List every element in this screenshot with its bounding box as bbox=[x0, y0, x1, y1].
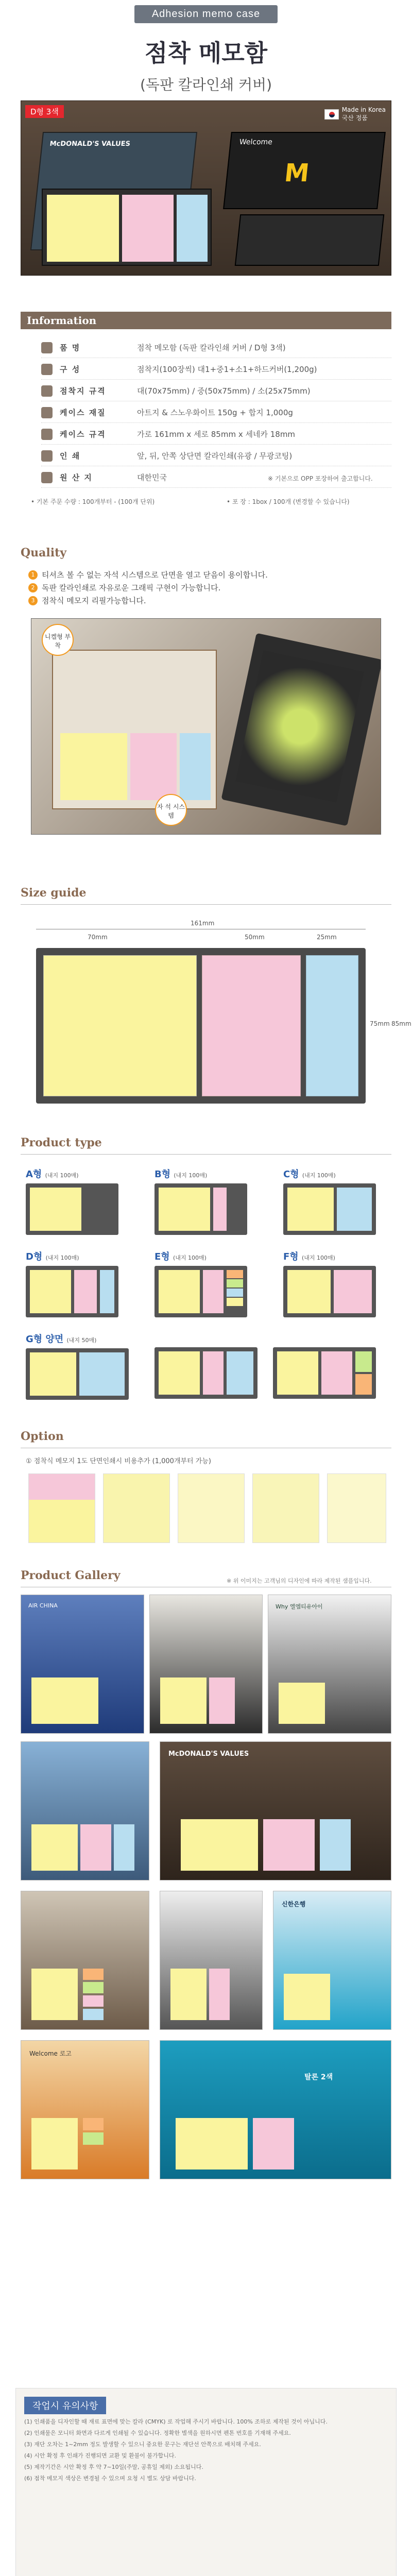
sheet bbox=[203, 1270, 224, 1313]
sheet bbox=[30, 1352, 76, 1396]
gallery-item[interactable] bbox=[21, 1891, 149, 2030]
print-icon bbox=[41, 450, 53, 462]
notice-line: (4) 시안 확정 후 인쇄가 진행되면 교환 및 환불이 불가합니다. bbox=[24, 2452, 176, 2459]
type-c-preview bbox=[283, 1183, 376, 1235]
made-in-korea: Made in Korea 국산 정품 bbox=[324, 106, 386, 122]
nickel-callout: 니켈형 부 착 bbox=[42, 624, 74, 656]
sheet bbox=[337, 1188, 372, 1231]
sheet bbox=[31, 1824, 78, 1871]
outer-height-label: 85mm bbox=[391, 1020, 411, 1027]
tab bbox=[227, 1270, 243, 1278]
sheet bbox=[203, 1351, 224, 1395]
type-f-preview bbox=[283, 1266, 376, 1317]
sheet bbox=[100, 1270, 114, 1313]
gallery-note: ※ 위 이미지는 고객님의 디자인에 따라 제작된 샘플입니다. bbox=[227, 1578, 372, 1584]
sheet bbox=[80, 1824, 111, 1871]
tab bbox=[227, 1279, 243, 1287]
quality-heading: Quality bbox=[21, 546, 67, 560]
gallery-item[interactable] bbox=[21, 1741, 149, 1880]
sheet bbox=[227, 1351, 253, 1395]
memo-medium bbox=[122, 195, 174, 262]
sheet bbox=[287, 1270, 331, 1313]
sheet bbox=[31, 2118, 78, 2170]
color-band bbox=[29, 1474, 95, 1500]
option-desc: ① 점착식 메모지 1도 단면인쇄시 비용추가 (1,000개부터 가능) bbox=[26, 1458, 211, 1465]
sheet bbox=[170, 1969, 207, 2020]
info-row: 구 성 점착지(100장씩) 대1+중1+소1+하드커버(1,200g) bbox=[41, 359, 391, 380]
sheet bbox=[209, 1969, 230, 2020]
type-card-d[interactable]: D형 (내지 100매) bbox=[26, 1249, 129, 1316]
bullet-icon: 3 bbox=[28, 596, 38, 605]
sheet bbox=[213, 1188, 227, 1231]
size-small-sheet bbox=[306, 955, 358, 1096]
notice-title: 작업시 유의사항 bbox=[24, 2397, 106, 2414]
size-medium-sheet bbox=[202, 955, 301, 1096]
case-back bbox=[235, 214, 385, 266]
sheet bbox=[30, 1270, 71, 1313]
closed-case-photo bbox=[221, 633, 381, 826]
tab bbox=[227, 1289, 243, 1297]
tab bbox=[83, 1995, 104, 2007]
memo-medium bbox=[130, 733, 177, 800]
type-g-front bbox=[26, 1348, 129, 1400]
gallery-item[interactable]: 탈론 2색 bbox=[160, 2040, 391, 2179]
notice-line: (3) 재단 오차는 1~2mm 정도 발생할 수 있으니 중요한 문구는 재단선 안쪽으로 배치해 주세요. bbox=[24, 2441, 261, 2448]
option-sample-5 bbox=[327, 1473, 386, 1543]
sheet bbox=[31, 1677, 98, 1724]
korea-flag-icon bbox=[324, 109, 339, 120]
memo-large bbox=[47, 195, 119, 262]
sheet bbox=[263, 1819, 315, 1871]
sticky-size-icon bbox=[41, 385, 53, 397]
bullet-icon: 1 bbox=[28, 570, 38, 580]
notice-line: (2) 인쇄물은 모니터 화면과 다르게 인쇄될 수 있습니다. 정확한 별색을 원하시면 펜톤 번호를 기재해 주세요. bbox=[24, 2430, 291, 2436]
size-diagram bbox=[36, 948, 366, 1104]
gallery-item[interactable]: AIR CHINA bbox=[21, 1595, 144, 1734]
type-card-b[interactable]: B형 (내지 100매) bbox=[154, 1167, 258, 1234]
gallery-item[interactable]: 신한은행 bbox=[273, 1891, 391, 2030]
quality-item: 1 티셔츠 볼 수 없는 자석 시스템으로 단면을 열고 닫음이 용이합니다. bbox=[28, 569, 268, 580]
seg1-label: 70mm bbox=[88, 934, 108, 941]
option-sample-2 bbox=[103, 1473, 170, 1543]
sheet bbox=[79, 1352, 125, 1396]
sheet bbox=[181, 1819, 258, 1871]
option-sample-1 bbox=[28, 1473, 95, 1543]
page-subtitle: (독판 칼라인쇄 커버) bbox=[140, 76, 272, 93]
memo-small bbox=[180, 733, 211, 800]
type-card-e[interactable]: E형 (내지 100매) bbox=[154, 1249, 258, 1316]
tab bbox=[227, 1298, 243, 1306]
min-order-note: • 기본 주문 수량 : 100개부터 - (100개 단위) bbox=[31, 498, 155, 505]
sheet bbox=[209, 1677, 235, 1724]
product-type-heading: Product type bbox=[21, 1136, 102, 1149]
sheet bbox=[74, 1270, 97, 1313]
quality-photo bbox=[31, 618, 381, 835]
sheet bbox=[31, 1969, 78, 2020]
sheet bbox=[114, 1824, 134, 1871]
hero-image bbox=[21, 100, 391, 276]
sheet bbox=[355, 1374, 372, 1395]
gallery-item[interactable] bbox=[160, 1891, 263, 2030]
case-tray bbox=[42, 189, 212, 266]
sheet bbox=[334, 1270, 372, 1313]
divider bbox=[21, 904, 391, 905]
case-size-icon bbox=[41, 429, 53, 440]
quality-item: 3 점착식 메모지 리필가능합니다. bbox=[28, 595, 146, 606]
divider bbox=[21, 1154, 391, 1155]
origin-icon bbox=[41, 472, 53, 483]
tab bbox=[83, 2118, 104, 2130]
notice-line: (1) 인쇄품을 디자인할 때 재료 표면에 맞는 칼라 (CMYK) 로 작업해 주시기 바랍니다. 100% 조하로 제작된 것이 아닙니다. bbox=[24, 2418, 328, 2425]
info-row: 원 산 지 대한민국 bbox=[41, 467, 391, 488]
sheet bbox=[279, 1683, 325, 1724]
open-case-photo bbox=[52, 650, 217, 809]
size-large-sheet bbox=[43, 955, 197, 1096]
sheet bbox=[159, 1188, 210, 1231]
case-closed bbox=[223, 132, 386, 209]
type-b-preview bbox=[154, 1183, 247, 1235]
seg3-label: 25mm bbox=[317, 934, 337, 941]
type-card-g[interactable]: G형 양면 (내지 50매) bbox=[26, 1332, 386, 1399]
type-card-f[interactable]: F형 (내지 100매) bbox=[283, 1249, 386, 1316]
sheet bbox=[30, 1188, 81, 1231]
tab bbox=[83, 2009, 104, 2020]
quality-item: 2 독판 칼라인쇄로 자유로운 그래픽 구현이 가능합니다. bbox=[28, 582, 220, 593]
material-icon bbox=[41, 407, 53, 418]
sheet bbox=[277, 1351, 318, 1395]
tab bbox=[83, 2132, 104, 2145]
closed-cover-text: Welcome bbox=[238, 138, 273, 146]
page-title: 점착 메모함 bbox=[144, 39, 268, 67]
notice-line: (5) 제작기간은 시안 확정 후 약 7~10일(주말, 공휴일 제외) 소요됩니다. bbox=[24, 2464, 203, 2470]
type-card-a[interactable]: A형 (내지 100매) bbox=[26, 1167, 129, 1234]
sheet bbox=[176, 2118, 248, 2170]
memo-small bbox=[177, 195, 208, 262]
type-d-preview bbox=[26, 1266, 118, 1317]
size-guide-heading: Size guide bbox=[21, 886, 87, 900]
seg2-label: 50mm bbox=[245, 934, 265, 941]
notice-line: (6) 점착 메모지 색상은 변경될 수 있으며 요청 시 별도 상담 바랍니다. bbox=[24, 2475, 196, 2482]
info-row: 케이스 규격 가로 161mm x 세로 85mm x 세네카 18mm bbox=[41, 424, 391, 445]
memo-large bbox=[60, 733, 127, 800]
option-heading: Option bbox=[21, 1430, 64, 1443]
sheet bbox=[287, 1188, 334, 1231]
work-notice bbox=[15, 2388, 397, 2576]
sheet bbox=[355, 1351, 372, 1372]
sheet bbox=[159, 1351, 200, 1395]
sheet bbox=[159, 1270, 200, 1313]
tab bbox=[83, 1969, 104, 1980]
type-g-mid bbox=[154, 1347, 258, 1399]
magnet-callout: 자 석 시스템 bbox=[155, 794, 187, 826]
type-badge: D형 3색 bbox=[25, 105, 64, 118]
type-a-preview bbox=[26, 1183, 118, 1235]
item-name-icon bbox=[41, 342, 53, 353]
option-sample-3 bbox=[178, 1473, 245, 1543]
sheet bbox=[253, 2118, 294, 2170]
sheet bbox=[160, 1677, 207, 1724]
sheet bbox=[321, 1351, 352, 1395]
gallery-item[interactable]: Welcome 로고 bbox=[21, 2040, 149, 2179]
inner-height-label: 75mm bbox=[370, 1020, 390, 1027]
gallery-item[interactable]: McDONALD'S VALUES bbox=[160, 1741, 391, 1880]
info-row: 점착지 규격 대(70x75mm) / 중(50x75mm) / 소(25x75mm) bbox=[41, 381, 391, 401]
info-row: 인 쇄 앞, 뒤, 안쪽 상단면 칼라인쇄(유광 / 무광코팅) bbox=[41, 446, 391, 466]
packing-note: • 포 장 : 1box / 100개 (변경할 수 있습니다) bbox=[227, 498, 350, 505]
info-row: 품 명 점착 메모함 (독판 칼라인쇄 커버 / D형 3색) bbox=[41, 337, 391, 358]
gallery-item[interactable]: Why 엘엠티유아이 bbox=[268, 1595, 391, 1734]
option-sample-4 bbox=[252, 1473, 319, 1543]
category-pill: Adhesion memo case bbox=[134, 5, 278, 23]
cover-text: McDONALD'S VALUES bbox=[49, 140, 131, 148]
info-row: 케이스 재질 아트지 & 스노우화이트 150g + 합지 1,000g bbox=[41, 402, 391, 423]
type-card-c[interactable]: C형 (내지 100매) bbox=[283, 1167, 386, 1234]
m-logo-icon: M bbox=[283, 159, 311, 188]
type-g-back bbox=[273, 1347, 376, 1399]
opp-note: ※ 기본으로 OPP 포장하여 출고합니다. bbox=[268, 475, 373, 482]
cover-art bbox=[235, 650, 364, 803]
page-header bbox=[0, 0, 412, 103]
tab bbox=[83, 1982, 104, 1993]
information-heading: Information bbox=[21, 312, 391, 329]
type-e-preview bbox=[154, 1266, 247, 1317]
gallery-heading: Product Gallery bbox=[21, 1569, 121, 1582]
gallery-item[interactable] bbox=[149, 1595, 263, 1734]
total-width-label: 161mm bbox=[191, 920, 215, 927]
sheet bbox=[284, 1974, 330, 2020]
composition-icon bbox=[41, 364, 53, 375]
sheet bbox=[320, 1819, 351, 1871]
bullet-icon: 2 bbox=[28, 583, 38, 592]
